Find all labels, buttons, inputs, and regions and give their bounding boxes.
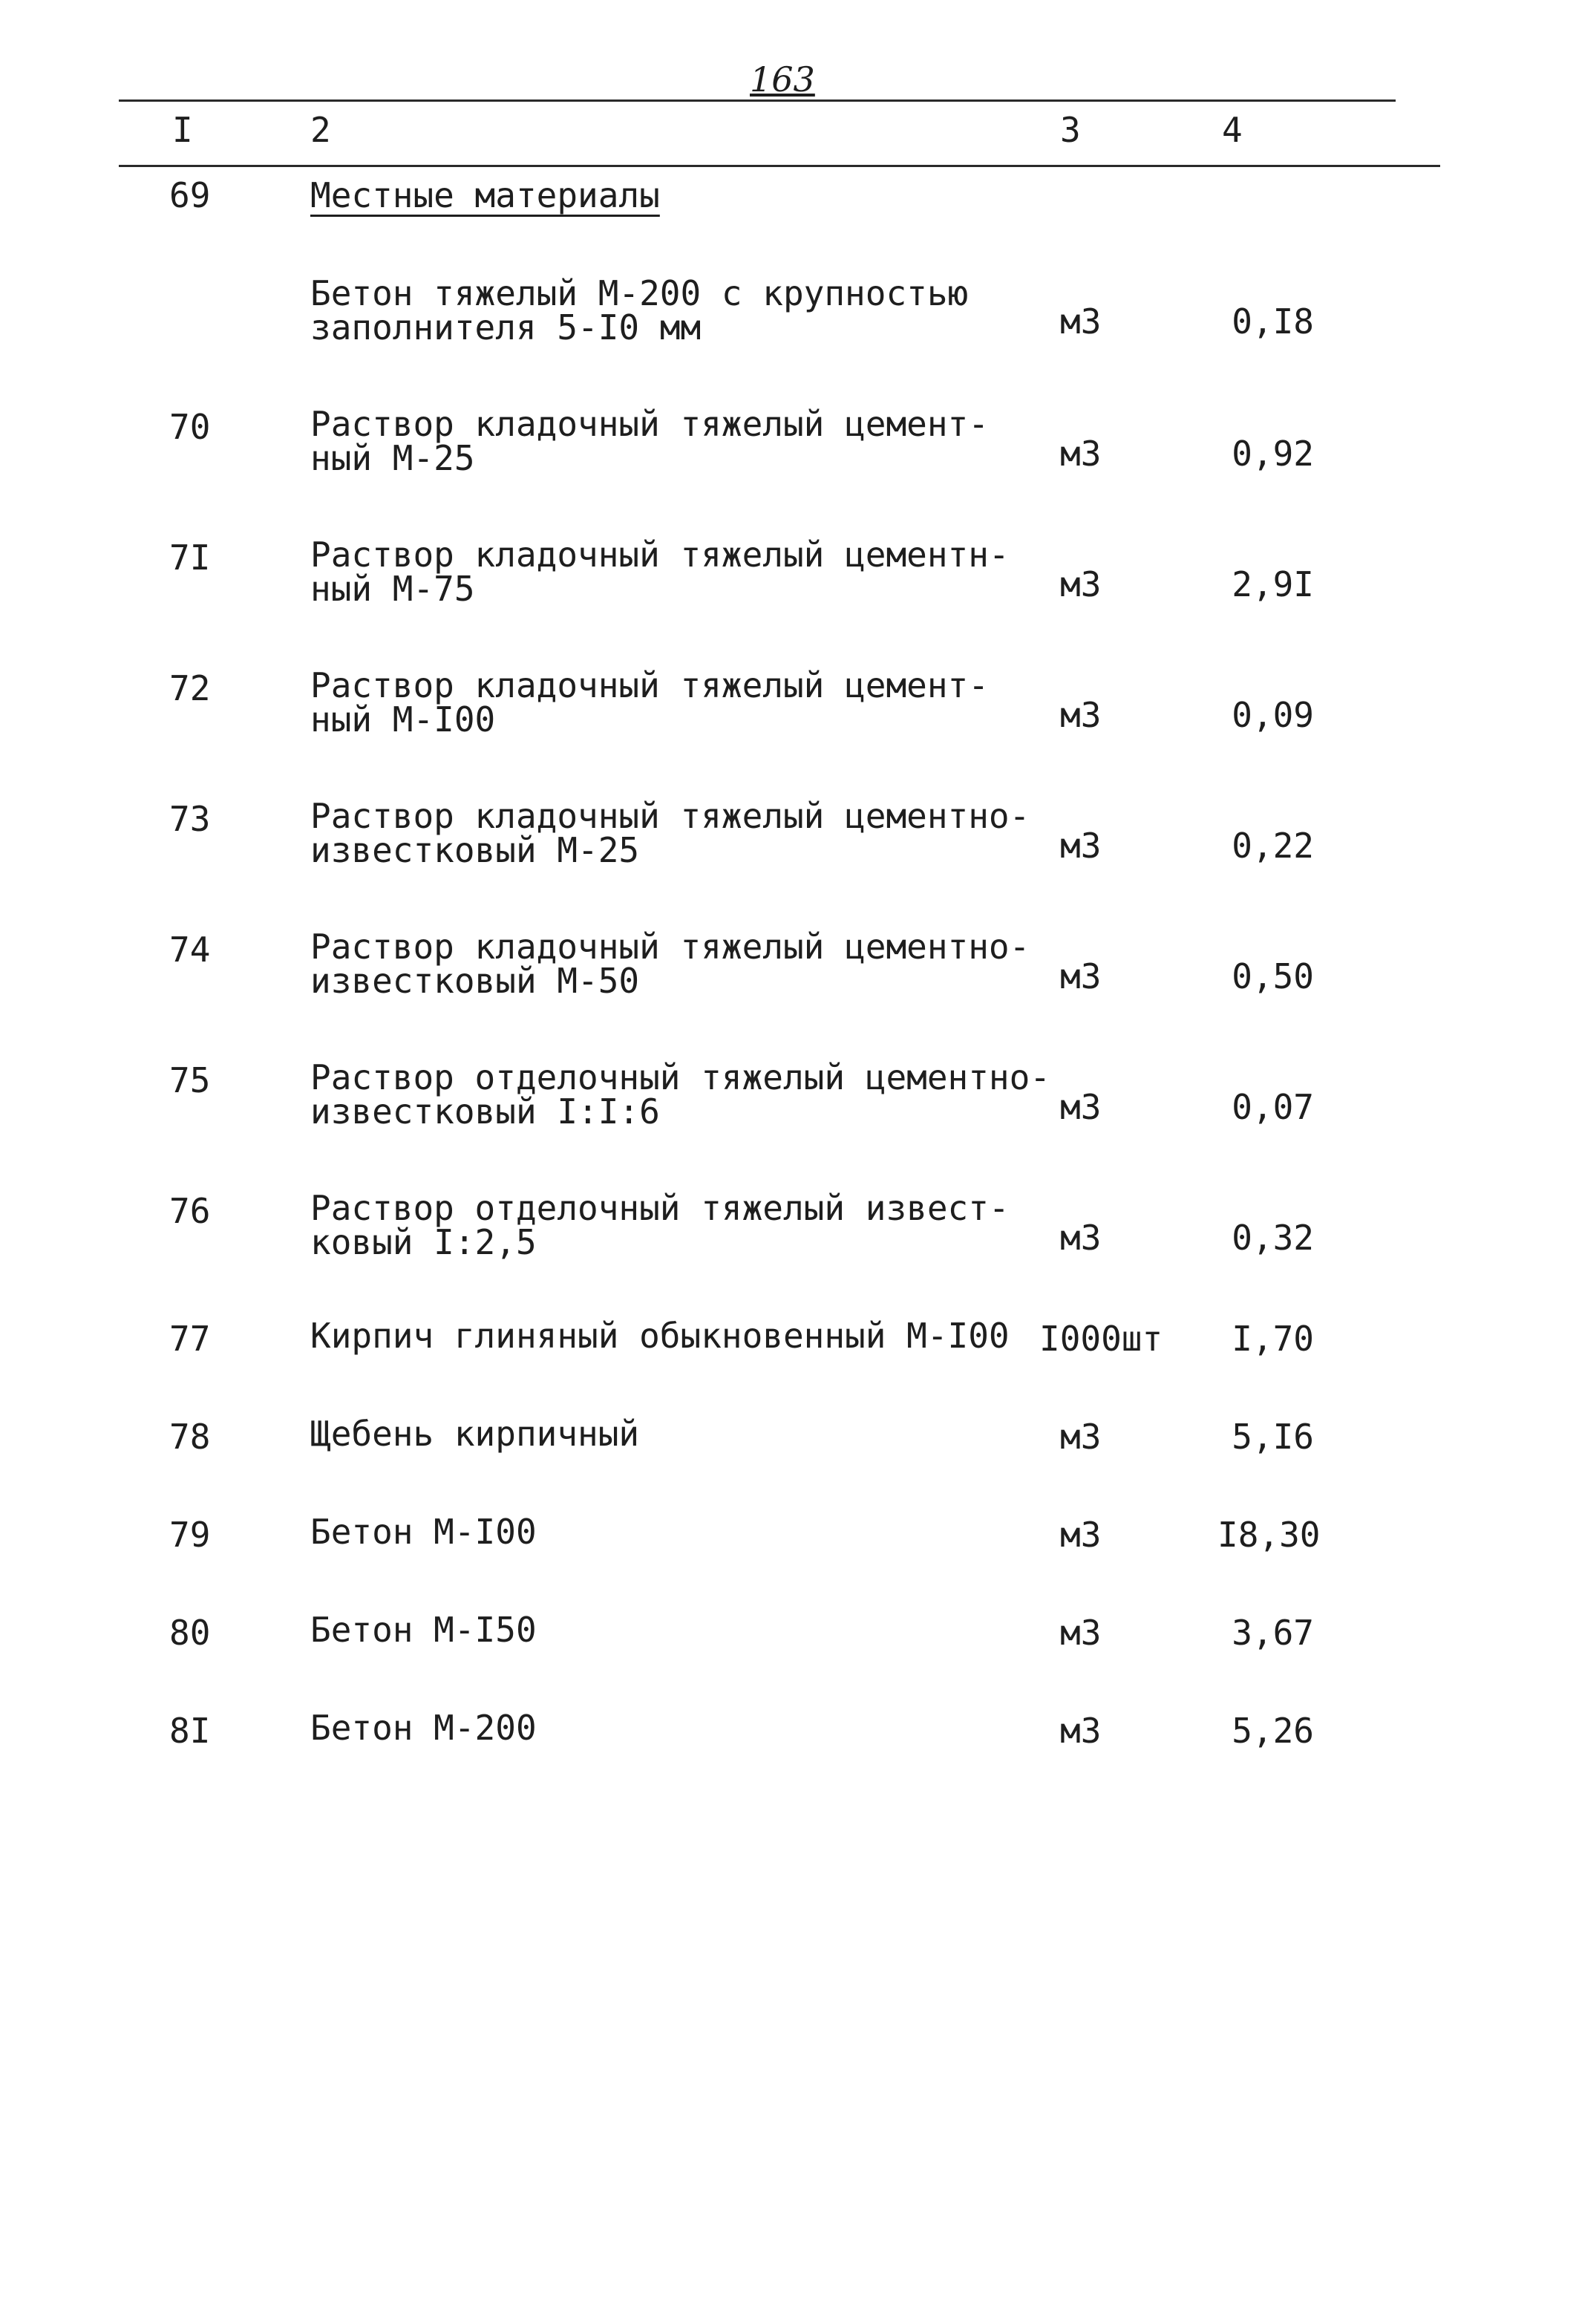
column-header-3: 3 [1060, 110, 1081, 150]
row-unit: м3 [1060, 956, 1102, 996]
row-name [310, 1188, 1053, 1262]
column-header-4: 4 [1222, 110, 1243, 150]
row-unit: м3 [1060, 1711, 1102, 1751]
row-name [310, 665, 1053, 740]
row-quantity: 3,67 [1232, 1613, 1314, 1653]
row-number: 70 [169, 407, 211, 447]
row-unit: м3 [1060, 695, 1102, 735]
row-name-line-1: Кирпич глиняный обыкновенный М-I00 [310, 1316, 1010, 1356]
row-unit: м3 [1060, 1087, 1102, 1127]
row-name [310, 1414, 1053, 1454]
column-header-1: I [172, 110, 193, 150]
row-number: 76 [169, 1191, 211, 1231]
row-unit: м3 [1060, 301, 1102, 342]
header-top-rule [119, 99, 1396, 102]
row-quantity: 2,9I [1232, 564, 1314, 604]
row-name-line-1: Бетон М-200 [310, 1708, 537, 1748]
row-unit: м3 [1060, 434, 1102, 474]
row-name [310, 1708, 1053, 1748]
row-name-line-1: Раствор кладочный тяжелый цемент- [310, 404, 989, 444]
column-header-2: 2 [310, 110, 331, 150]
row-quantity: 5,26 [1232, 1711, 1314, 1751]
row-name-line-2: известковый I:I:6 [310, 1091, 660, 1132]
row-number: 8I [169, 1711, 211, 1751]
row-name [310, 796, 1053, 870]
row-number: 72 [169, 668, 211, 708]
row-name [310, 1316, 1053, 1356]
row-name-line-1: Раствор кладочный тяжелый цементн- [310, 535, 1010, 575]
row-number: 73 [169, 799, 211, 839]
row-number: 75 [169, 1060, 211, 1100]
row-name [310, 404, 1053, 478]
row-name-line-1: Раствор отделочный тяжелый цементно- [310, 1057, 1050, 1097]
row-quantity: 5,I6 [1232, 1417, 1314, 1457]
row-name-line-2: известковый М-50 [310, 961, 640, 1001]
row-name [310, 1610, 1053, 1650]
row-name-line-1: Раствор кладочный тяжелый цемент- [310, 665, 989, 705]
row-name [310, 535, 1053, 609]
row-quantity: 0,22 [1232, 826, 1314, 866]
row-name-line-2: ный М-75 [310, 569, 475, 609]
row-number: 7I [169, 538, 211, 578]
page-number: 163 [750, 59, 815, 99]
row-name-line-2: заполнителя 5-I0 мм [310, 307, 702, 347]
row-unit: м3 [1060, 1417, 1102, 1457]
row-name-line-1: Раствор кладочный тяжелый цементно- [310, 927, 1030, 967]
row-name-line-1: Щебень кирпичный [310, 1414, 640, 1454]
row-unit: м3 [1060, 1515, 1102, 1555]
row-name-line-2: ный М-I00 [310, 699, 496, 740]
row-quantity: 0,I8 [1232, 301, 1314, 342]
section-number: 69 [169, 175, 211, 215]
row-number: 80 [169, 1613, 211, 1653]
row-name-line-1: Бетон М-I50 [310, 1610, 537, 1650]
row-quantity: 0,50 [1232, 956, 1314, 996]
row-name [310, 927, 1053, 1001]
row-name-line-2: ковый I:2,5 [310, 1222, 537, 1262]
row-name-line-1: Раствор кладочный тяжелый цементно- [310, 796, 1030, 836]
row-quantity: 0,92 [1232, 434, 1314, 474]
row-unit: I000шт [1039, 1319, 1163, 1359]
row-number: 74 [169, 930, 211, 970]
row-quantity: 0,09 [1232, 695, 1314, 735]
row-number: 79 [169, 1515, 211, 1555]
row-quantity: I8,30 [1217, 1515, 1321, 1555]
header-bottom-rule [119, 165, 1440, 167]
row-unit: м3 [1060, 1218, 1102, 1258]
row-name-line-2: ный М-25 [310, 438, 475, 478]
row-number: 77 [169, 1319, 211, 1359]
row-name-line-1: Бетон М-I00 [310, 1512, 537, 1552]
row-name [310, 1512, 1053, 1552]
row-quantity: 0,32 [1232, 1218, 1314, 1258]
section-title: Местные материалы [310, 175, 660, 215]
row-name-line-1: Бетон тяжелый М-200 с крупностью [310, 273, 969, 313]
row-name-line-1: Раствор отделочный тяжелый извест- [310, 1188, 1010, 1228]
row-unit: м3 [1060, 826, 1102, 866]
row-quantity: I,70 [1232, 1319, 1314, 1359]
row-unit: м3 [1060, 1613, 1102, 1653]
row-quantity: 0,07 [1232, 1087, 1314, 1127]
row-name-line-2: известковый М-25 [310, 830, 640, 870]
row-name [310, 273, 1053, 347]
row-number: 78 [169, 1417, 211, 1457]
row-name [310, 1057, 1053, 1132]
row-unit: м3 [1060, 564, 1102, 604]
